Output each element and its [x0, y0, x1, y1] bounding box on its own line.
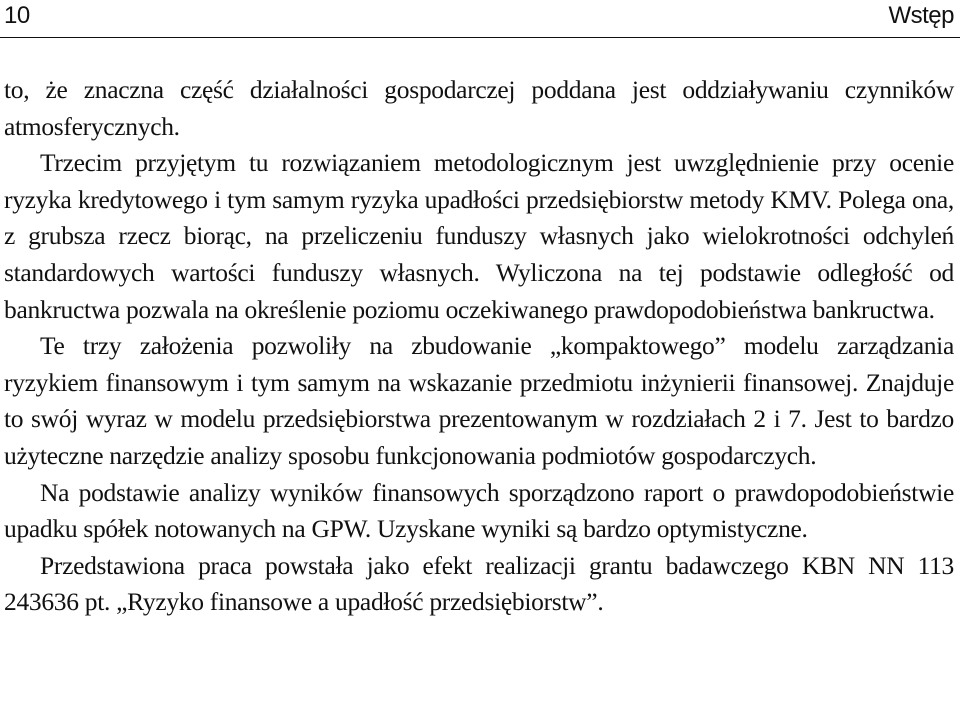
page-header [0, 0, 960, 40]
paragraph-grant: Przedstawiona praca powstała jako efekt realizacji grantu badawczego KBN NN 113 243636 pt. „Ryzyko finansowe a upadłość przedsiębiorstw”. [4, 550, 954, 617]
body-text [4, 72, 954, 621]
paragraph-gpw-report: Na podstawie analizy wyników finansowych sporządzono raport o prawdopodobieństwie upadku spółek notowanych na GPW. Uzyskane wyniki są bardzo optymistyczne. [4, 477, 954, 544]
paragraph-compact-model: Te trzy założenia pozwoliły na zbudowanie „kompaktowego” modelu zarządzania ryzykiem finansowym i tym samym na wskazanie przedmiotu inżynierii finansowej. Znajduje to swój wyraz w modelu przedsiębiorstwa prezentowanym w rozdziałach 2 i 7. Jest to bardzo użyteczne narzędzie analizy sposobu funkcjonowania podmiotów gospodarczych. [4, 331, 954, 470]
running-head: Wstęp [888, 2, 954, 29]
paragraph-kmv-method: Trzecim przyjętym tu rozwiązaniem metodologicznym jest uwzględnienie przy ocenie ryzyka kredytowego i tym samym ryzyka upadłości przedsiębiorstw metody KMV. Polega ona, z grubsza rzecz biorąc, na przeliczeniu funduszy własnych jako wielokrotności odchyleń standardowych wartości funduszy własnych. Wyliczona na tej podstawie odległość od bankructwa pozwala na określenie poziomu oczekiwanego prawdopodobieństwa bankructwa. [4, 148, 954, 324]
paragraph-continuation: to, że znaczna część działalności gospodarczej poddana jest oddziaływaniu czynników atmosferycznych. [4, 75, 954, 141]
page-number: 10 [4, 2, 30, 29]
header-rule [0, 37, 960, 38]
